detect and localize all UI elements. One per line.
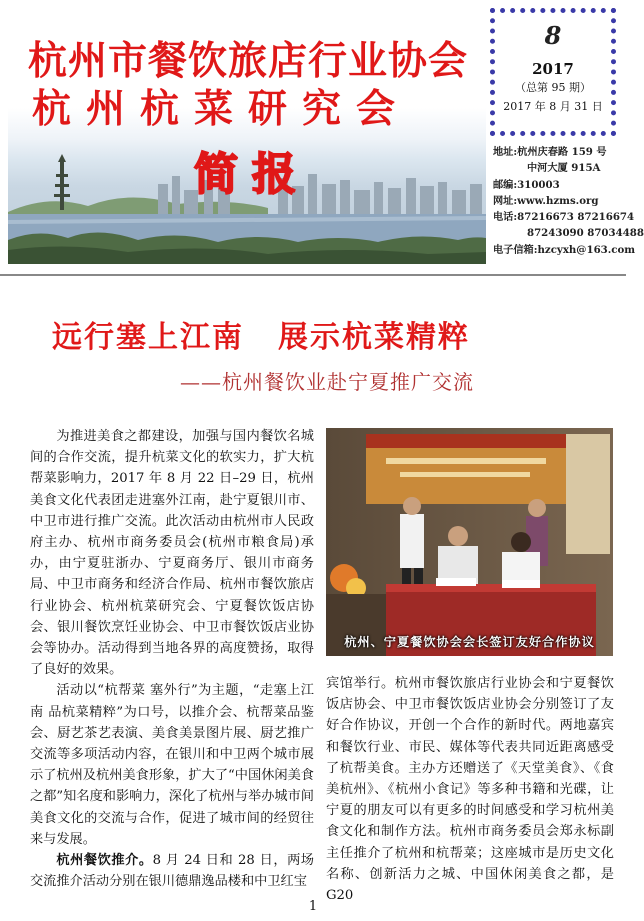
phone-label: 电话: [493,211,518,224]
headline-part2: 展示杭菜精粹 [278,320,470,355]
masthead [8,4,486,264]
article-subheadline: ——杭州餐饮业赴宁夏推广交流 [180,370,474,394]
article-left-column [30,426,314,892]
header-divider [0,274,626,276]
signing-ceremony-photo [326,428,613,656]
section-label: 杭州餐饮推介。 [56,853,153,869]
article-headline [52,312,470,356]
bulletin-title: 简报 [194,149,310,200]
issue-number: 8 [544,21,562,50]
website-row [493,193,623,209]
address-line2: 中河大厦 915A [527,162,601,175]
issue-total: （总第 95 期） [515,81,591,94]
postcode: 310003 [517,178,560,191]
section-text: 8 月 24 日和 28 日，两场交流推介活动分别在银川德鼎逸品楼和中卫红宝 [30,853,314,890]
paragraph-section [30,850,314,892]
article-right-column [326,673,614,906]
paragraph-intro: 为推进美食之都建设，加强与国内餐饮名城间的合作交流，提升杭菜文化的软实力，扩大杭帮菜影响力，2017 年 8 月 22 日–29 日，杭州美食文化代表团走进塞外江南，赴宁夏银川市、中卫市进行推广交流。此次活动由杭州市人民政府主办、杭州市商务委员会(杭州市粮食局)承办，由宁夏驻浙办、宁夏商务厅、银川市商务局、中卫市商务和经济合作局、杭州市餐饮旅店行业协会、杭州杭菜研究会、宁夏餐饮饭店协会、银川餐饮烹饪业协会、中卫市餐饮饭店业协会等协办。活动得到当地各界的高度赞扬，取得了良好的效果。 [30,429,314,678]
email-row [493,242,636,258]
photo-caption: 杭州、宁夏餐饮协会会长签订友好合作协议 [344,635,595,649]
paragraph-theme: 活动以“杭帮菜 塞外行”为主题，“走塞上江南 品杭菜精粹”为口号，以推介会、杭帮菜品鉴会、厨艺茶艺表演、美食美景图片展、厨艺推广交流等多项活动内容，在银川和中卫两个城市展示了杭州及杭州美食形象，扩大了“中国休闲美食之都”知名度和影响力，深化了杭州与举办城市间美食文化的交流与合作，促进了城市间的经贸往来与发展。 [30,683,314,847]
signing-photo-image [326,428,613,656]
phone-line1: 87216673 87216674 [517,211,635,224]
website-label: 网址: [493,194,518,207]
email-link[interactable]: hzcyxh@163.com [537,243,636,256]
address-row [493,144,623,160]
paragraph-continued: 宾馆举行。杭州市餐饮旅店行业协会和宁夏餐饮饭店协会、中卫市餐饮饭店业协会分别签订了友好合作协议，开创一个合作的新时代。两地嘉宾和餐饮行业、市民、媒体等代表共同近距离感受了杭帮美食。主办方还赠送了《天堂美食》、《食美杭州》、《杭州小食记》等多种书籍和光碟，让宁夏的朋友可以有更多的时间感受和学习杭州美食文化和制作方法。杭州市商务委员会郑永标副主任推介了杭州和杭帮菜；这座城市是历史文化名称、创新活力之城、中国休闲美食之都，是 G20 [326,676,614,904]
address-label: 地址: [493,146,518,158]
postcode-row [493,177,623,193]
phone-line2: 87243090 87034488 [527,227,644,240]
contact-info [493,144,644,258]
postcode-label: 邮编: [493,178,518,191]
website-link[interactable]: www.hzms.org [517,194,599,207]
address-line1: 杭州庆春路 159 号 [517,146,607,158]
page-number: 1 [308,899,318,914]
issue-box [490,8,616,136]
masthead-title-line1: 杭州市餐饮旅店行业协会 [28,39,469,84]
headline-part1: 远行塞上江南 [52,320,244,355]
issue-year: 2017 [532,60,574,78]
masthead-title-line2: 杭州杭菜研究会 [32,87,411,132]
issue-date: 2017 年 8 月 31 日 [503,100,603,113]
phone-row [493,209,635,225]
email-label: 电子信箱: [493,243,538,256]
